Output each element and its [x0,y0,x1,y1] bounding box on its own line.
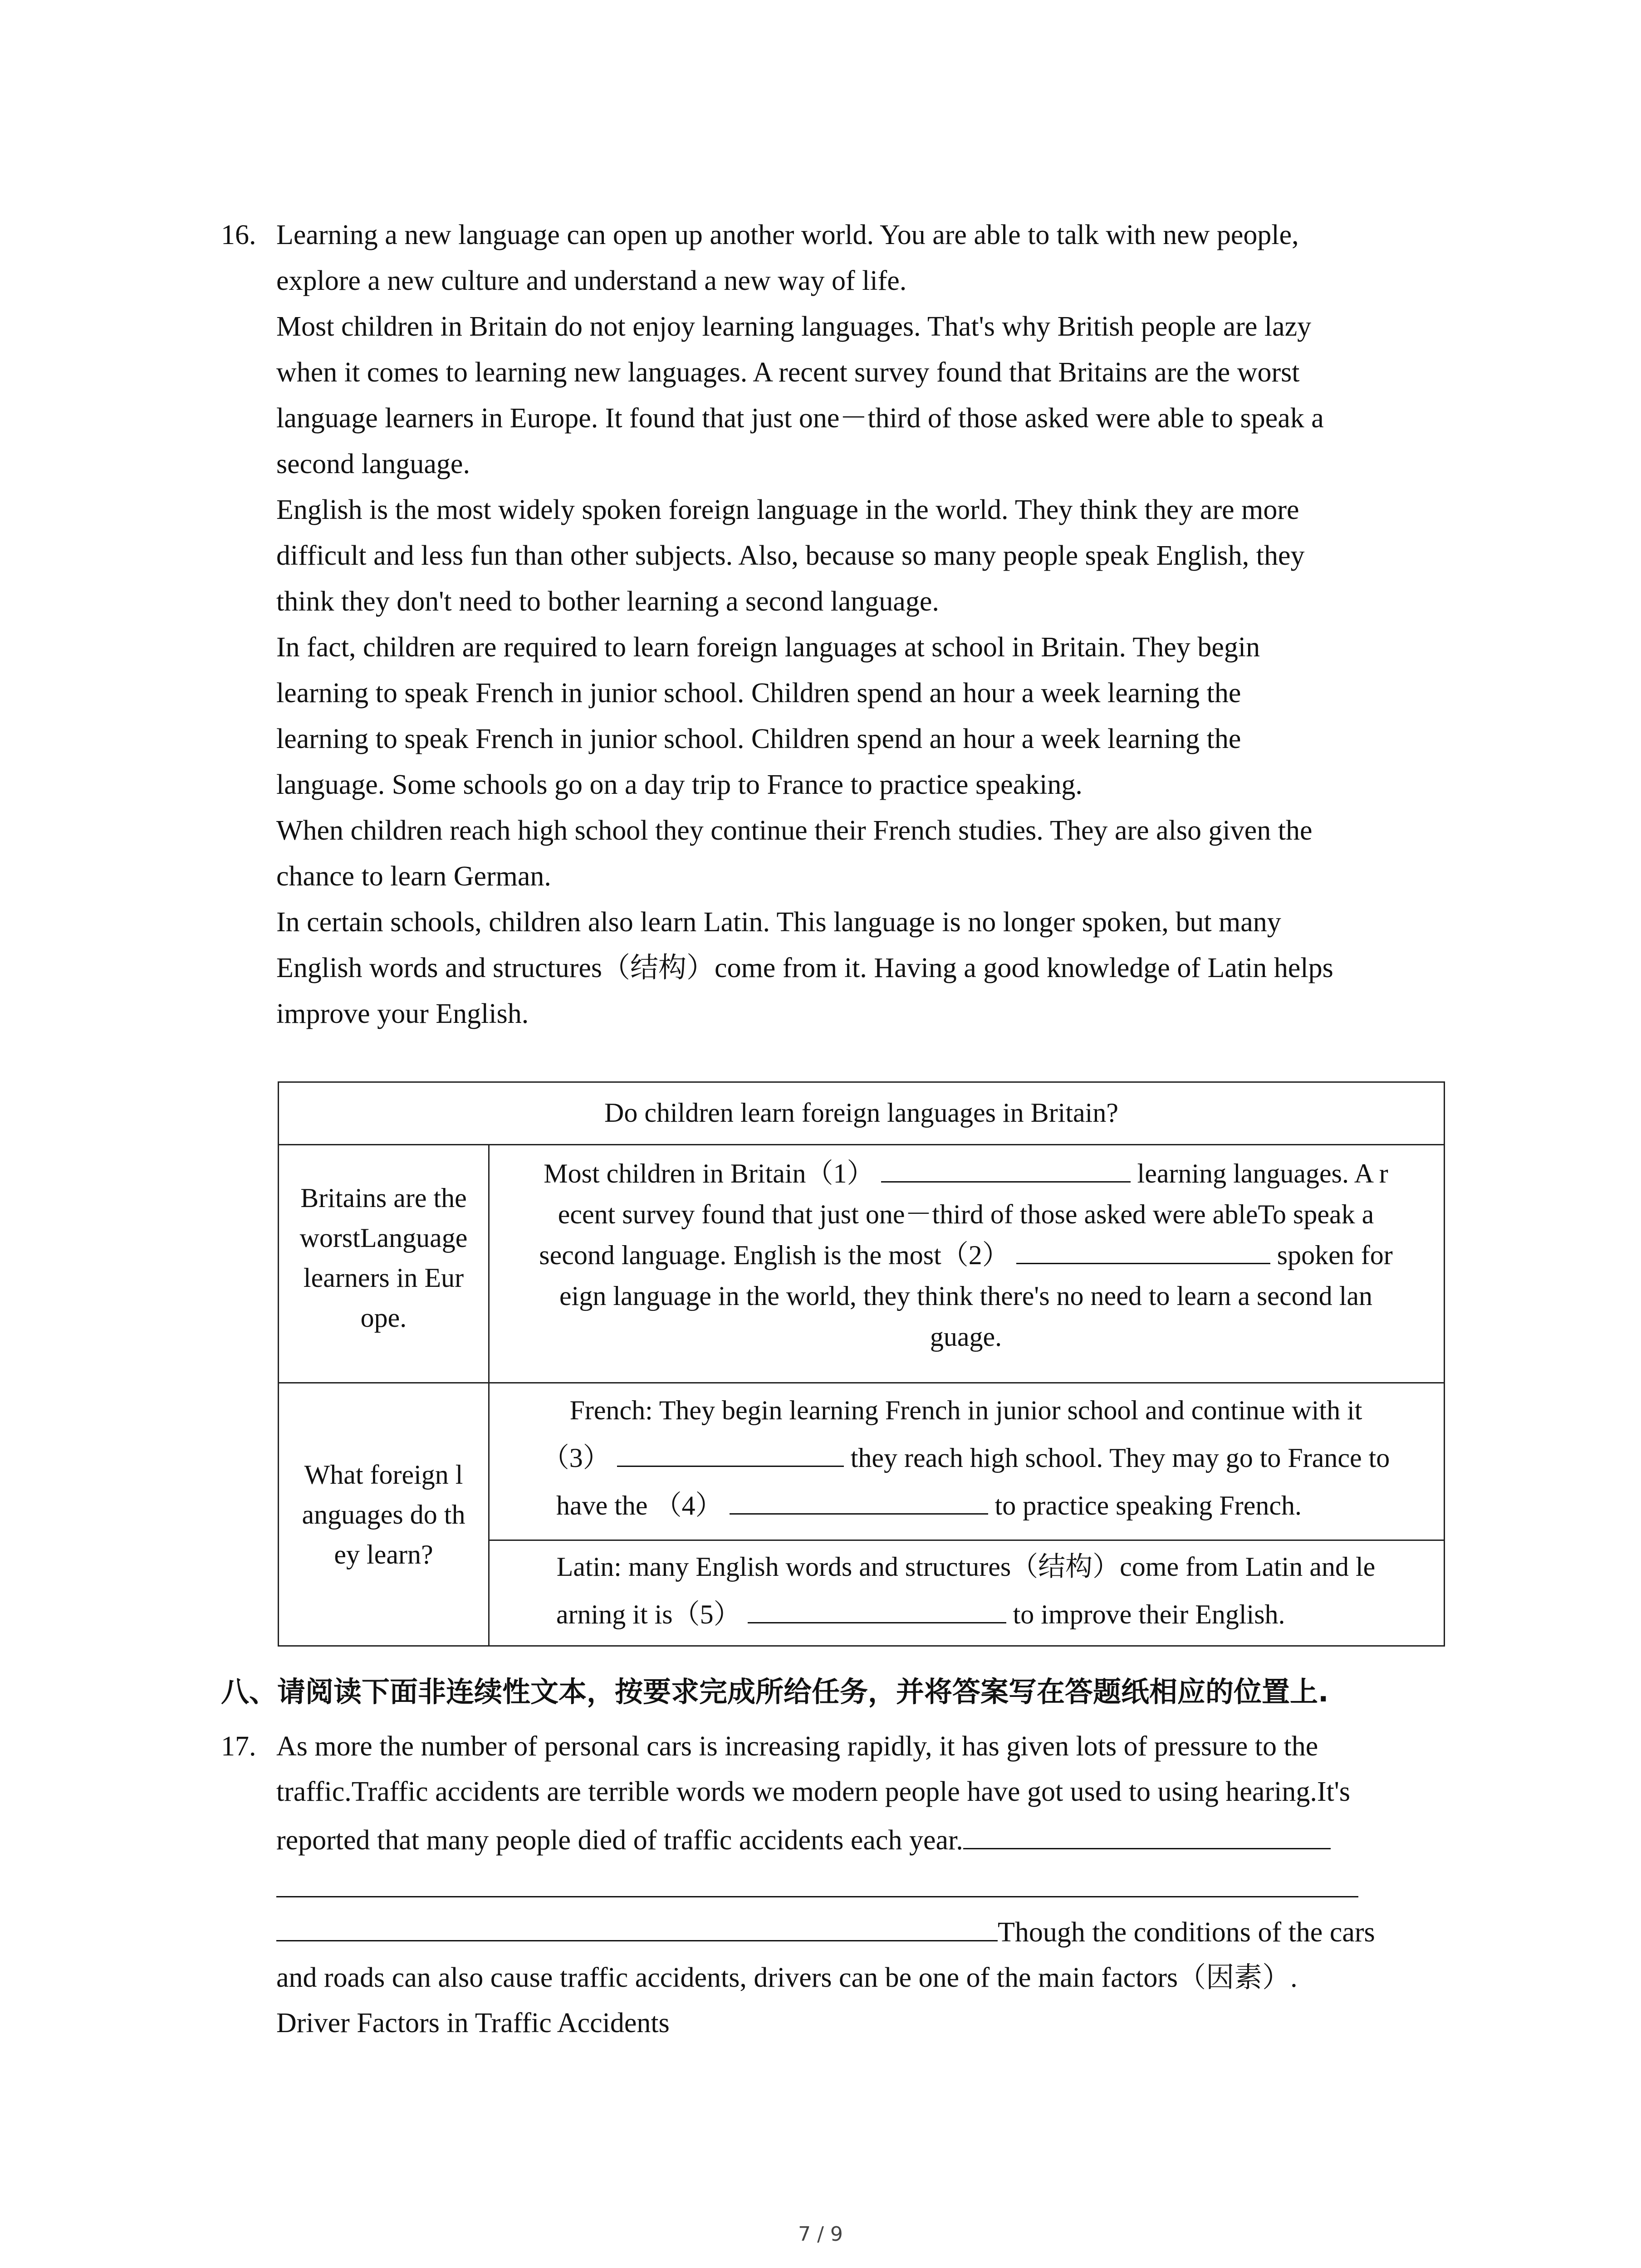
passage-line: learning to speak French in junior school. Children spend an hour a week learning the [276,723,1241,754]
passage-line: improve your English. [276,998,529,1029]
row-content-survey: Most children in Britain（1） learning languages. A r ecent survey found that just one－third of those asked were ableTo speak a second language. English is the most（2） spoken for eign language in the world, they think there's no need to learn a second lan guage. [488,1153,1444,1357]
passage-line: explore a new culture and understand a new way of life. [276,265,907,296]
row-content-latin: Latin: many English words and structures（结构）come from Latin and le arning it is（5） to improve their English. [556,1552,1376,1629]
passage-line: Most children in Britain do not enjoy learning languages. That's why British people are lazy [276,311,1312,342]
passage-line: and roads can also cause traffic accidents, drivers can be one of the main factors（因素）. [276,1962,1298,1993]
passage-line: second language. [276,449,470,479]
passage-line: think they don't need to bother learning a second language. [276,586,939,617]
passage-text [276,212,1501,1037]
passage-line: In fact, children are required to learn foreign languages at school in Britain. They begin [276,632,1260,663]
summary-table [278,1081,1445,1647]
question-number: 17. [221,1731,256,1762]
passage-line: reported that many people died of traffic accidents each year. [276,1814,1501,1867]
passage-line: Driver Factors in Traffic Accidents [276,2008,670,2038]
row-content-french: French: They begin learning French in junior school and continue with it （3） they reach high school. They may go to France to have the （4） to practice speaking French. [542,1395,1390,1520]
passage-line: difficult and less fun than other subjects. Also, because so many people speak English, they [276,540,1305,571]
passage-line: English is the most widely spoken foreign language in the world. They think they are more [276,494,1299,525]
row-label-which-languages: What foreign l anguages do th ey learn? [302,1460,465,1569]
passage-line: learning to speak French in junior school. Children spend an hour a week learning the [276,678,1241,709]
passage-line: As more the number of personal cars is increasing rapidly, it has given lots of pressure to the [276,1731,1318,1762]
passage-line: When children reach high school they continue their French studies. They are also given the [276,815,1313,846]
question-number: 16. [221,220,256,250]
answer-blank-8[interactable] [276,1913,998,1941]
passage-line: language. Some schools go on a day trip to France to practice speaking. [276,769,1083,800]
passage-line: when it comes to learning new languages. A recent survey found that Britains are the worst [276,357,1300,388]
answer-blank-1[interactable] [881,1154,1131,1183]
answer-blank-5[interactable] [748,1595,1006,1623]
section-heading: 八、请阅读下面非连续性文本，按要求完成所给任务，并将答案写在答题纸相应的位置上. [221,1675,1329,1708]
passage-line: English words and structures（结构）come from it. Having a good knowledge of Latin helps [276,953,1333,983]
passage-line: traffic.Traffic accidents are terrible words we modern people have got used to using hearing.It's [276,1776,1350,1807]
passage-line: language learners in Europe. It found that just one－third of those asked were able to speak a [276,403,1324,434]
table-header: Do children learn foreign languages in Britain? [604,1098,1118,1128]
answer-line-7[interactable] [276,1896,1358,1897]
passage-line: chance to learn German. [276,861,551,892]
page-number: 7 / 9 [798,2223,843,2246]
answer-blank-6[interactable] [963,1821,1331,1849]
answer-blank-3[interactable] [617,1438,844,1467]
answer-blank-2[interactable] [1016,1236,1270,1264]
passage-line: In certain schools, children also learn Latin. This language is no longer spoken, but many [276,907,1281,938]
passage-line: Though the conditions of the cars [276,1910,1501,1955]
row-label-worst-learners: Britains are the worstLanguage learners in Eur ope. [299,1183,468,1333]
answer-blank-4[interactable] [730,1486,988,1515]
passage-line: Learning a new language can open up another world. You are able to talk with new people, [276,220,1299,250]
